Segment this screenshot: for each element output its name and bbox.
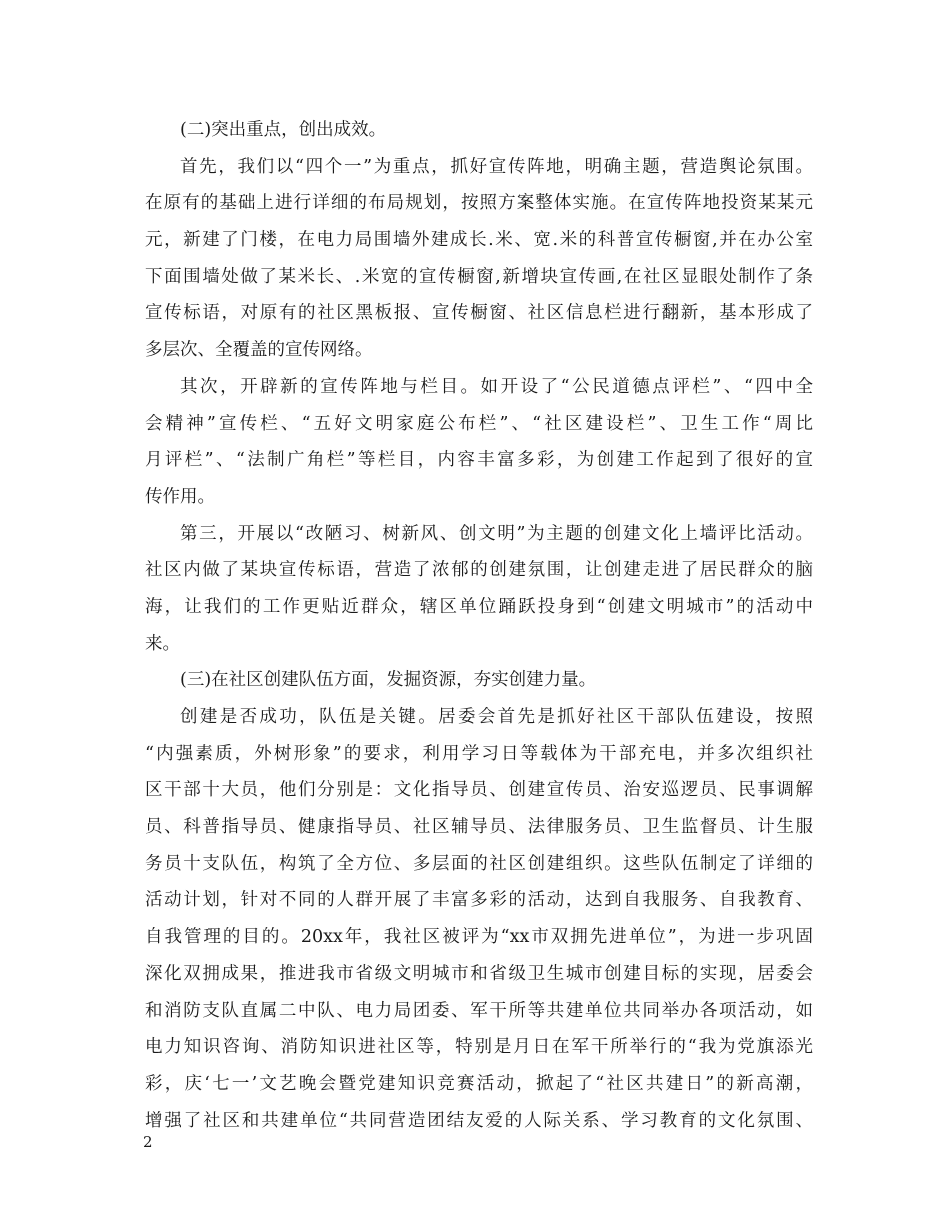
text-line: 和消防支队直属二中队、电力局团委、军干所等共建单位共同举办各项活动，如 — [145, 1000, 813, 1021]
text-line: 下面围墙处做了某米长、.米宽的宣传橱窗,新增块宣传画,在社区显眼处制作了条 — [145, 266, 813, 287]
text-line: 海，让我们的工作更贴近群众，辖区单位踊跃投身到“创建文明城市”的活动中 — [145, 596, 813, 617]
text-line: 来。 — [145, 633, 180, 654]
text-line: 创建是否成功，队伍是关键。居委会首先是抓好社区干部队伍建设，按照 — [180, 707, 813, 727]
body-text — [145, 112, 813, 1139]
text-line: 自我管理的目的。20xx年，我社区被评为“xx市双拥先进单位”，为进一步巩固 — [145, 927, 813, 948]
text-line: 会精神”宣传栏、“五好文明家庭公布栏”、“社区建设栏”、卫生工作“周比 — [145, 413, 813, 434]
text-line: 务员十支队伍，构筑了全方位、多层面的社区创建组织。这些队伍制定了详细的 — [145, 853, 813, 874]
text-line: 员、科普指导员、健康指导员、社区辅导员、法律服务员、卫生监督员、计生服 — [145, 817, 813, 838]
text-line: “内强素质，外树形象”的要求，利用学习日等载体为干部充电，并多次组织社 — [145, 743, 813, 764]
text-line: 深化双拥成果，推进我市省级文明城市和省级卫生城市创建目标的实现，居委会 — [145, 963, 813, 984]
page-number: 2 — [143, 1133, 153, 1151]
text-line: 传作用。 — [145, 486, 215, 507]
text-line: (二)突出重点，创出成效。 — [180, 120, 387, 140]
text-line: 月评栏”、“法制广角栏”等栏目，内容丰富多彩，为创建工作起到了很好的宣 — [145, 450, 813, 471]
text-line: 第三，开展以“改陋习、树新风、创文明”为主题的创建文化上墙评比活动。 — [180, 523, 813, 544]
text-line: 在原有的基础上进行详细的布局规划，按照方案整体实施。在宣传阵地投资某某元 — [145, 193, 813, 214]
text-line: 其次，开辟新的宣传阵地与栏目。如开设了“公民道德点评栏”、“四中全 — [180, 376, 813, 397]
text-line: 多层次、全覆盖的宣传网络。 — [145, 340, 373, 361]
text-line: 社区内做了某块宣传标语，营造了浓郁的创建氛围，让创建走进了居民群众的脑 — [145, 560, 813, 581]
text-line: (三)在社区创建队伍方面，发掘资源，夯实创建力量。 — [180, 670, 597, 691]
text-line: 首先，我们以“四个一”为重点，抓好宣传阵地，明确主题，营造舆论氛围。 — [180, 156, 813, 177]
text-line: 彩，庆‘七一’文艺晚会暨党建知识竞赛活动，掀起了“社区共建日”的新高潮， — [145, 1073, 813, 1094]
text-line: 宣传标语，对原有的社区黑板报、宣传橱窗、社区信息栏进行翻新，基本形成了 — [145, 303, 813, 324]
text-line: 元，新建了门楼，在电力局围墙外建成长.米、宽.米的科普宣传橱窗,并在办公室 — [145, 230, 813, 251]
text-line: 增强了社区和共建单位“共同营造团结友爱的人际关系、学习教育的文化氛围、 — [145, 1110, 813, 1131]
text-line: 电力知识咨询、消防知识进社区等，特别是月日在军干所举行的“我为党旗添光 — [145, 1037, 813, 1058]
text-line: 活动计划，针对不同的人群开展了丰富多彩的活动，达到自我服务、自我教育、 — [145, 890, 813, 911]
text-line: 区干部十大员，他们分别是：文化指导员、创建宣传员、治安巡逻员、民事调解 — [145, 780, 813, 801]
